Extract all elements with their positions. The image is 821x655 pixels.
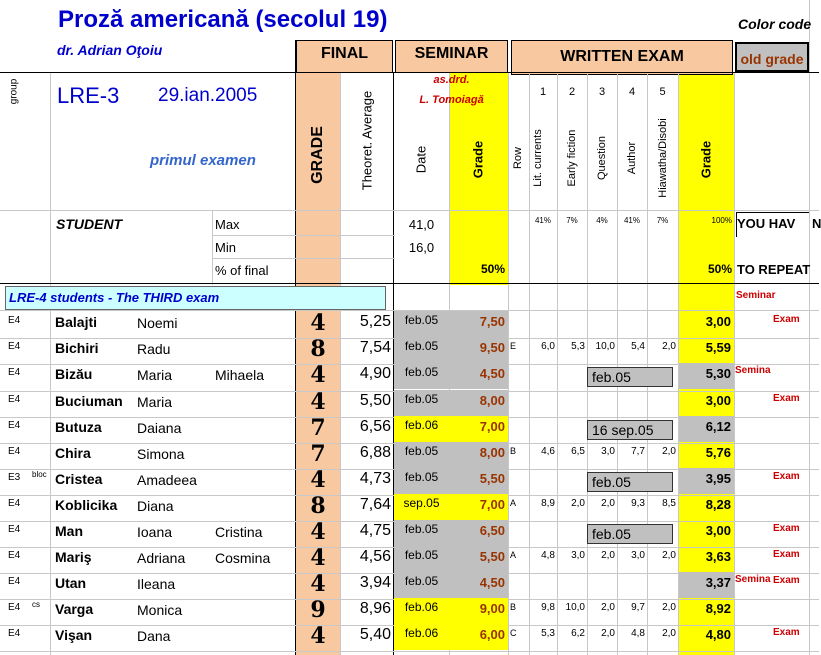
theoret-average-header: Theoret. Average (359, 90, 375, 191)
row-cell: B (510, 446, 517, 456)
question-score-cell: 3,0 (571, 550, 585, 561)
question-score-cell: 2,0 (601, 550, 615, 561)
seminar-weight: 50% (480, 262, 505, 276)
last-name-cell: Utan (55, 575, 87, 591)
seminar-date-cell: feb.05 (404, 548, 439, 562)
exam-flag-cell: Exam (773, 471, 800, 482)
middle-name-cell: Mihaela (215, 367, 265, 383)
first-name-cell: Radu (137, 341, 171, 357)
row-cell: A (510, 498, 517, 508)
seminar-date-cell: sep.05 (403, 496, 440, 510)
written-grade-cell: 3,00 (705, 314, 731, 329)
group-cell: E3 (8, 472, 21, 483)
theoret-average-cell: 6,56 (359, 418, 391, 435)
page-title: Proză americană (secolul 19) (58, 6, 388, 33)
first-name-cell: Monica (137, 602, 183, 618)
seminar-grade-cell: 7,00 (479, 419, 505, 434)
seminar-date-cell: feb.05 (404, 522, 439, 536)
q4-weight: 41% (623, 216, 640, 225)
seminar-grade-cell: 9,50 (479, 340, 505, 355)
last-name-cell: Mariş (55, 549, 92, 565)
seminar-teacher-line2: L. Tomoiagă (419, 94, 484, 106)
last-name-cell: Cristea (55, 471, 103, 487)
written-grade-cell: 4,80 (705, 627, 731, 642)
theoret-average-cell: 5,40 (359, 626, 391, 643)
exam-name: primul examen (150, 152, 256, 169)
theoret-average-cell: 5,25 (359, 313, 391, 330)
question-score-cell: 2,0 (662, 550, 676, 561)
theoret-average-cell: 6,88 (359, 444, 391, 461)
seminar-grade-cell: 6,50 (479, 523, 505, 538)
final-grade-cell: 9 (310, 597, 326, 623)
group-cell: E4 (8, 602, 21, 613)
seminar-grade-cell: 7,50 (479, 314, 505, 329)
lre4-banner-text: LRE-4 students - The THIRD exam (9, 290, 220, 305)
question-score-cell: 2,0 (601, 498, 615, 509)
question-score-cell: 2,0 (571, 498, 585, 509)
you-have-extra: N (812, 216, 821, 231)
retake-date-box: feb.05 (587, 472, 673, 492)
retake-date-box: 16 sep.05 (587, 420, 673, 440)
seminar-grade-cell: 6,00 (479, 627, 505, 642)
lre4-banner (5, 286, 386, 310)
group-cell: E4 (8, 576, 21, 587)
seminar-flag-cell: Semina (735, 365, 771, 376)
total-weight: 100% (711, 216, 732, 225)
seminar-header: SEMINAR (414, 45, 489, 62)
written-grade-cell: 3,63 (705, 549, 731, 564)
q3-number: 3 (598, 86, 606, 98)
seminar-date-cell: feb.06 (404, 626, 439, 640)
seminar-grade-cell: 5,50 (479, 549, 505, 564)
min-label: Min (215, 240, 236, 255)
written-grade-cell: 3,37 (705, 575, 731, 590)
seminar-date-cell: feb.05 (404, 313, 439, 327)
first-name-cell: Simona (137, 446, 185, 462)
pct-of-final-label: % of final (215, 263, 269, 278)
final-grade-cell: 8 (310, 336, 326, 362)
middle-name-cell: Cristina (215, 524, 263, 540)
first-name-cell: Ioana (137, 524, 173, 540)
group-cell: E4 (8, 341, 21, 352)
question-score-cell: 5,4 (631, 341, 645, 352)
first-name-cell: Noemi (137, 315, 178, 331)
question-score-cell: 8,5 (662, 498, 676, 509)
group-cell: E4 (8, 446, 21, 457)
seminar-date-cell: feb.05 (404, 392, 439, 406)
group-cell: E4 (8, 394, 21, 405)
seminar-date-cell: feb.05 (404, 574, 439, 588)
seminar-grade-cell: 4,50 (479, 366, 505, 381)
exam-flag-cell: Exam (773, 523, 800, 534)
written-grade-cell: 5,30 (705, 366, 731, 381)
seminar-grade-cell: 8,00 (479, 445, 505, 460)
group-cell: E4 (8, 420, 21, 431)
banner-seminar-flag: Seminar (736, 290, 776, 301)
question-score-cell: 2,0 (662, 341, 676, 352)
exam-flag-cell: Exam (773, 549, 800, 560)
row-cell: A (510, 550, 517, 560)
theoret-average-cell: 3,94 (359, 574, 391, 591)
question-score-cell: 3,0 (631, 550, 645, 561)
last-name-cell: Man (55, 523, 83, 539)
first-name-cell: Maria (137, 394, 173, 410)
written-grade-cell: 3,95 (705, 471, 731, 486)
q2-weight: 7% (566, 216, 578, 225)
written-grade-header: Grade (698, 140, 714, 179)
final-grade-cell: 4 (310, 389, 326, 415)
theoret-average-cell: 7,64 (359, 496, 391, 513)
written-exam-header: WRITTEN EXAM (560, 48, 684, 65)
date-header: Date (413, 145, 429, 174)
question-score-cell: 4,8 (631, 628, 645, 639)
q2-header: Early fiction (566, 129, 578, 187)
color-code-label: Color code (738, 16, 812, 32)
exam-flag-cell: Exam (773, 575, 800, 586)
retake-date-box: feb.05 (587, 367, 673, 387)
retake-date-box: feb.05 (587, 524, 673, 544)
written-grade-cell: 8,92 (705, 601, 731, 616)
final-grade-cell: 7 (310, 441, 326, 467)
question-score-cell: 4,8 (541, 550, 555, 561)
instructor-name: dr. Adrian Oţoiu (57, 42, 163, 58)
q1-header: Lit. currents (532, 129, 544, 187)
exam-date: 29.ian.2005 (158, 85, 258, 106)
question-score-cell: 8,9 (541, 498, 555, 509)
seminar-grade-cell: 9,00 (479, 601, 505, 616)
first-name-cell: Ileana (137, 576, 176, 592)
question-score-cell: 2,0 (662, 602, 676, 613)
last-name-cell: Buciuman (55, 393, 123, 409)
group-code: LRE-3 (57, 83, 120, 108)
q3-weight: 4% (596, 216, 608, 225)
first-name-cell: Dana (137, 628, 171, 644)
question-score-cell: 4,6 (541, 446, 555, 457)
group-cell: E4 (8, 524, 21, 535)
group-cell: E4 (8, 498, 21, 509)
theoret-average-cell: 4,90 (359, 365, 391, 382)
written-grade-cell: 5,76 (705, 445, 731, 460)
exam-flag-cell: Exam (773, 627, 800, 638)
question-score-cell: 9,7 (631, 602, 645, 613)
final-grade-cell: 4 (310, 623, 326, 649)
seminar-grade-cell: 7,00 (479, 497, 505, 512)
row-cell: C (510, 628, 517, 638)
theoret-average-cell: 7,54 (359, 339, 391, 356)
q1-weight: 41% (534, 216, 551, 225)
last-name-cell: Balajti (55, 314, 98, 330)
student-label: STUDENT (56, 216, 123, 232)
final-grade-cell: 4 (310, 362, 326, 388)
question-score-cell: 7,7 (631, 446, 645, 457)
max-value: 41,0 (408, 217, 435, 232)
final-header: FINAL (320, 45, 369, 62)
question-score-cell: 6,0 (541, 341, 555, 352)
middle-name-cell: Cosmina (215, 550, 271, 566)
written-grade-cell: 3,00 (705, 523, 731, 538)
question-score-cell: 3,0 (601, 446, 615, 457)
final-grade-cell: 4 (310, 545, 326, 571)
seminar-grade-cell: 8,00 (479, 393, 505, 408)
seminar-date-cell: feb.06 (404, 600, 439, 614)
q4-header: Author (626, 141, 638, 175)
written-grade-cell: 5,59 (705, 340, 731, 355)
theoret-average-cell: 4,56 (359, 548, 391, 565)
question-score-cell: 2,0 (662, 446, 676, 457)
seminar-grade-header: Grade (470, 140, 486, 179)
question-score-cell: 2,0 (601, 602, 615, 613)
exam-flag-cell: Exam (773, 393, 800, 404)
q1-number: 1 (539, 86, 547, 98)
group-cell: E4 (8, 367, 21, 378)
you-have-label: YOU HAV (737, 216, 796, 231)
last-name-cell: Bizău (55, 366, 93, 382)
question-score-cell: 10,0 (565, 602, 585, 613)
question-score-cell: 2,0 (662, 628, 676, 639)
seminar-flag-cell: Semina (735, 574, 771, 585)
min-value: 16,0 (408, 240, 435, 255)
written-grade-cell: 6,12 (705, 419, 731, 434)
theoret-average-cell: 4,73 (359, 470, 391, 487)
to-repeat-label: TO REPEAT (737, 262, 811, 277)
question-score-cell: 9,8 (541, 602, 555, 613)
first-name-cell: Amadeea (137, 472, 197, 488)
first-name-cell: Daiana (137, 420, 182, 436)
group-cell: E4 (8, 550, 21, 561)
question-score-cell: 6,5 (571, 446, 585, 457)
q2-number: 2 (568, 86, 576, 98)
row-header: Row (512, 147, 524, 170)
last-name-cell: Chira (55, 445, 91, 461)
seminar-date-cell: feb.05 (404, 365, 439, 379)
theoret-average-cell: 4,75 (359, 522, 391, 539)
group-cell: E4 (8, 315, 21, 326)
first-name-cell: Diana (137, 498, 174, 514)
final-grade-header: GRADE (309, 126, 326, 184)
question-score-cell: 9,3 (631, 498, 645, 509)
last-name-cell: Koblicika (55, 497, 118, 513)
old-grade-label: old grade (740, 51, 804, 67)
question-score-cell: 10,0 (595, 341, 615, 352)
question-score-cell: 5,3 (571, 341, 585, 352)
final-grade-cell: 7 (310, 415, 326, 441)
first-name-cell: Adriana (137, 550, 186, 566)
max-label: Max (215, 217, 240, 232)
tag-cell: bloc (32, 470, 47, 479)
theoret-average-cell: 8,96 (359, 600, 391, 617)
final-grade-cell: 4 (310, 571, 326, 597)
last-name-cell: Varga (55, 601, 94, 617)
seminar-date-cell: feb.05 (404, 470, 439, 484)
row-cell: B (510, 602, 517, 612)
written-weight: 50% (707, 262, 732, 276)
q5-number: 5 (659, 86, 666, 98)
last-name-cell: Bichiri (55, 340, 99, 356)
seminar-date-cell: feb.05 (404, 444, 439, 458)
q5-header: Hiawatha/Disobi (657, 118, 669, 198)
exam-flag-cell: Exam (773, 314, 800, 325)
question-score-cell: 5,3 (541, 628, 555, 639)
seminar-teacher-line1: as.drd. (433, 74, 470, 86)
seminar-grade-cell: 4,50 (479, 575, 505, 590)
final-grade-cell: 4 (310, 519, 326, 545)
q5-weight: 7% (656, 216, 669, 225)
last-name-cell: Butuza (55, 419, 102, 435)
first-name-cell: Maria (137, 367, 173, 383)
final-grade-cell: 8 (310, 493, 326, 519)
seminar-date-cell: feb.05 (404, 339, 439, 353)
q3-header: Question (596, 135, 608, 181)
seminar-date-cell: feb.06 (404, 418, 439, 432)
question-score-cell: 6,2 (571, 628, 585, 639)
last-name-cell: Vişan (55, 627, 93, 643)
tag-cell: cs (32, 600, 40, 609)
seminar-grade-cell: 5,50 (479, 471, 505, 486)
question-score-cell: 2,0 (601, 628, 615, 639)
group-header: group (8, 78, 20, 105)
group-cell: E4 (8, 628, 21, 639)
written-grade-cell: 3,00 (705, 393, 731, 408)
written-grade-cell: 8,28 (705, 497, 731, 512)
row-cell: E (510, 341, 517, 351)
final-grade-cell: 4 (310, 310, 326, 336)
final-grade-cell: 4 (310, 467, 326, 493)
theoret-average-cell: 5,50 (359, 392, 391, 409)
q4-number: 4 (628, 86, 636, 98)
